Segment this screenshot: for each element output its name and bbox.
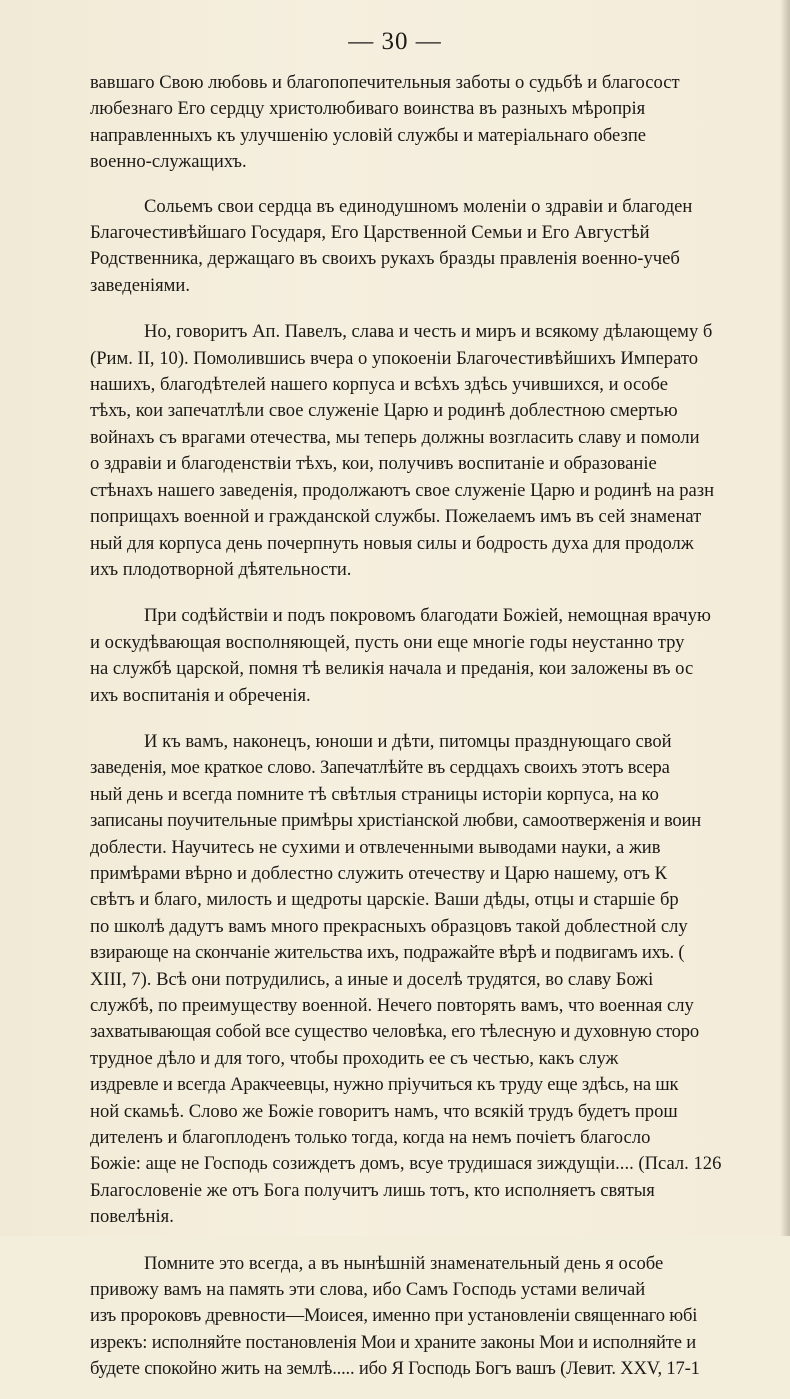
text-line: записаны поучительные примѣры христіанской любви, самоотверженія и воин (90, 810, 701, 832)
text-line: Благочестивѣйшаго Государя, Его Царственной Семьи и Его Августѣй (90, 222, 650, 244)
text-line: направленныхъ къ улучшенію условій службы и матеріальнаго обезпе (90, 124, 647, 146)
text-line: по школѣ дадутъ вамъ много прекрасныхъ образцовъ такой доблестной слу (90, 915, 688, 937)
text-line: XIII, 7). Всѣ они потрудились, а иные и доселѣ трудятся, во славу Божі (90, 968, 654, 990)
paragraph-5 (90, 729, 790, 1231)
text-line: ихъ воспитанія и обреченія. (90, 684, 311, 706)
text-line: заведеніями. (90, 274, 191, 296)
text-line: стѣнахъ нашего заведенія, продолжаютъ свое служеніе Царю и родинѣ на разн (90, 479, 715, 501)
body-text (90, 70, 790, 1399)
text-line: Но, говоритъ Ап. Павелъ, слава и честь и миръ и всякому дѣлающему б (144, 321, 713, 343)
text-line: войнахъ съ врагами отечества, мы теперь должны возгласить славу и помоли (90, 426, 700, 448)
text-line: ный день и всегда помните тѣ свѣтлыя страницы исторіи корпуса, на ко (90, 783, 659, 805)
text-line: будете спокойно жить на землѣ..... ибо Я Господь Богъ вашъ (Левит. XXV, 17-1 (90, 1358, 700, 1380)
text-line: любезнаго Его сердцу христолюбиваго воинства въ разныхъ мѣропрія (90, 98, 646, 120)
paragraph-2 (90, 194, 790, 300)
text-line: изрекъ: исполняйте постановленія Мои и храните законы Мои и исполняйте и (90, 1331, 696, 1353)
text-line: Родственника, держащаго въ своихъ рукахъ бразды правленія военно-учеб (90, 248, 680, 270)
text-line: ихъ плодотворной дѣятельности. (90, 558, 352, 580)
text-line: изъ пророковъ древности—Моисея, именно при установленіи священнаго юбі (90, 1305, 698, 1327)
text-line: Сольемъ свои сердца въ единодушномъ моленіи о здравіи и благоден (144, 195, 693, 217)
page-number: — 30 — (348, 28, 442, 55)
text-line: издревле и всегда Аракчеевцы, нужно пріучиться къ труду еще здѣсь, на шк (90, 1074, 679, 1096)
text-line: Божіе: аще не Господь созиждетъ домъ, всуе трудишася зиждущіи.... (Псал. 126 (90, 1153, 722, 1175)
paragraph-1 (90, 70, 790, 176)
text-line: службѣ, по преимуществу военной. Нечего повторять вамъ, что военная слу (90, 995, 694, 1016)
text-line: о здравіи и благоденствіи тѣхъ, кои, получивъ воспитаніе и образованіе (90, 453, 657, 475)
text-line: на службѣ царской, помня тѣ великія начала и преданія, кои заложены въ ос (90, 658, 694, 680)
text-line: примѣрами вѣрно и доблестно служить отечеству и Царю нашему, отъ К (90, 862, 668, 884)
text-line: дителенъ и благоплоденъ только тогда, когда на немъ почіетъ благосло (90, 1127, 651, 1149)
text-line: тѣхъ, кои запечатлѣли свое служеніе Царю и родинѣ доблестною смертью (90, 400, 678, 422)
text-line: повелѣнія. (90, 1206, 174, 1228)
text-line: поприщахъ военной и гражданской службы. Пожелаемъ имъ въ сей знаменат (90, 506, 702, 528)
text-line: ный для корпуса день почерпнуть новыя силы и бодрость духа для продолж (90, 532, 694, 554)
text-line: взирающе на скончаніе жительства ихъ, подражайте вѣрѣ и подвигамъ ихъ. ( (90, 942, 685, 964)
paragraph-4 (90, 603, 790, 709)
text-line: Благословеніе же отъ Бога получитъ лишь тотъ, кто исполняетъ святыя (90, 1179, 655, 1201)
text-line: захватывающая собой все существо человѣка, его тѣлесную и духовную сторо (90, 1021, 699, 1043)
page-edge-shadow (780, 0, 790, 1236)
text-line: военно-служащихъ. (90, 151, 247, 173)
text-line: привожу вамъ на память эти слова, ибо Самъ Господь устами величай (90, 1279, 646, 1301)
text-line: заведенія, мое краткое слово. Запечатлѣйте въ сердцахъ своихъ этотъ всера (90, 757, 670, 779)
text-line: свѣтъ и благо, милость и щедроты царскіе. Ваши дѣды, отцы и старшіе бр (90, 889, 679, 911)
text-line: и оскудѣвающая восполняющей, пусть они еще многіе годы неустанно тру (90, 631, 685, 653)
text-line: И къ вамъ, наконецъ, юноши и дѣти, питомцы празднующаго свой (144, 730, 672, 752)
text-line: нашихъ, благодѣтелей нашего корпуса и всѣхъ здѣсь учившихся, и особе (90, 374, 668, 396)
text-line: Помните это всегда, а въ нынѣшній знаменательный день я особе (144, 1252, 664, 1274)
paragraph-3 (90, 319, 790, 583)
text-line: (Рим. II, 10). Помолившись вчера о упокоеніи Благочестивѣйшихъ Императо (90, 347, 699, 369)
text-line: вавшаго Свою любовь и благопопечительныя заботы о судьбѣ и благосост (90, 72, 680, 93)
paragraph-6 (90, 1251, 790, 1383)
text-line: При содѣйствіи и подъ покровомъ благодати Божіей, немощная врачую (144, 605, 711, 627)
text-line: доблести. Научитесь не сухими и отвлеченными выводами науки, а жив (90, 836, 661, 858)
text-line: ной скамьѣ. Слово же Божіе говоритъ намъ, что всякій трудъ будетъ прош (90, 1100, 678, 1122)
text-line: трудное дѣло и для того, чтобы проходить ее съ честью, какъ служ (90, 1047, 619, 1069)
